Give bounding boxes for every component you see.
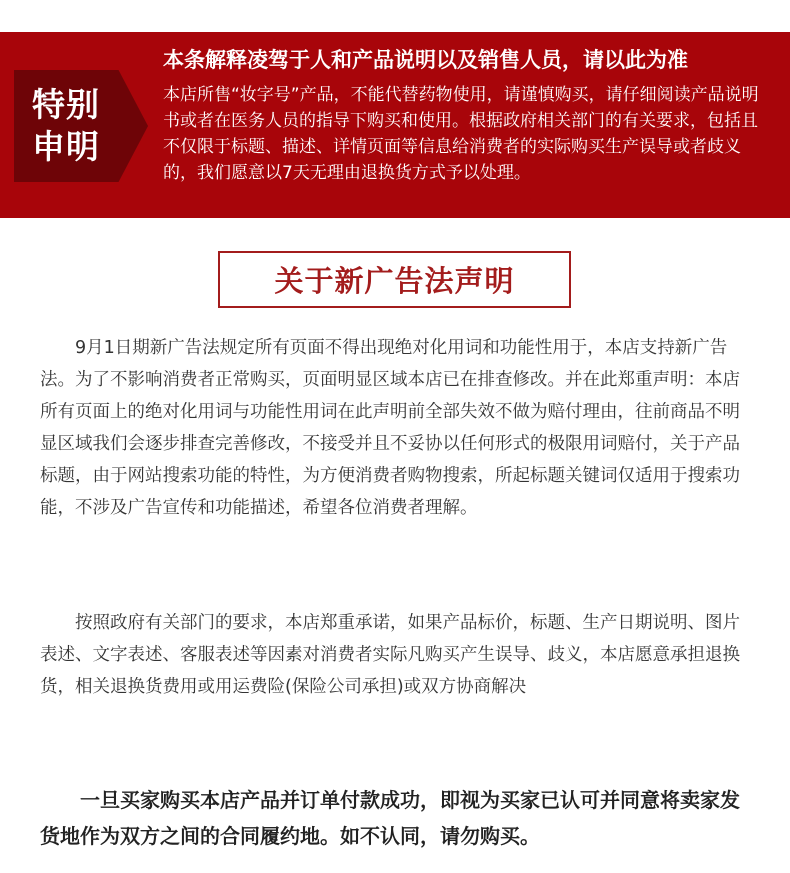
badge-line-2: 申明: [32, 127, 100, 166]
badge-line-1: 特别: [32, 85, 100, 124]
banner-body-text: 本店所售“妆字号”产品，不能代替药物使用，请谨慎购买，请仔细阅读产品说明书或者在医务人员的指导下购买和使用。根据政府相关部门的有关要求，包括且不仅限于标题、描述、详情页面等信息给消费者的实际购买生产误导或者歧义的，我们愿意以7天无理由退换货方式予以处理。: [163, 85, 759, 183]
special-statement-badge-label: [14, 70, 118, 182]
banner-heading: 本条解释凌驾于人和产品说明以及销售人员，请以此为准: [163, 48, 688, 72]
notice-title-box: [218, 251, 571, 308]
notice-paragraph-3: 一旦买家购买本店产品并订单付款成功，即视为买家已认可并同意将卖家发货地作为双方之间的合同履约地。如不认同，请勿购买。: [40, 788, 740, 848]
notice-paragraph-1: 9月1日期新广告法规定所有页面不得出现绝对化用词和功能性用于，本店支持新广告法。为了不影响消费者正常购买，页面明显区域本店已在排查修改。并在此郑重声明：本店所有页面上的绝对化用词与功能性用词在此声明前全部失效不做为赔付理由，往前商品不明显区域我们会逐步排查完善修改，不接受并且不妥协以任何形式的极限用词赔付，关于产品标题，由于网站搜索功能的特性，为方便消费者购物搜索，所起标题关键词仅适用于搜索功能，不涉及广告宣传和功能描述，希望各位消费者理解。: [40, 338, 740, 518]
special-statement-banner: [0, 32, 790, 218]
notice-title: 关于新广告法声明: [274, 264, 515, 298]
notice-paragraph-2: 按照政府有关部门的要求，本店郑重承诺，如果产品标价，标题、生产日期说明、图片表述、文字表述、客服表述等因素对消费者实际凡购买产生误导、歧义，本店愿意承担退换货，相关退换货费用或用运费险(保险公司承担)或双方协商解决: [40, 613, 740, 697]
